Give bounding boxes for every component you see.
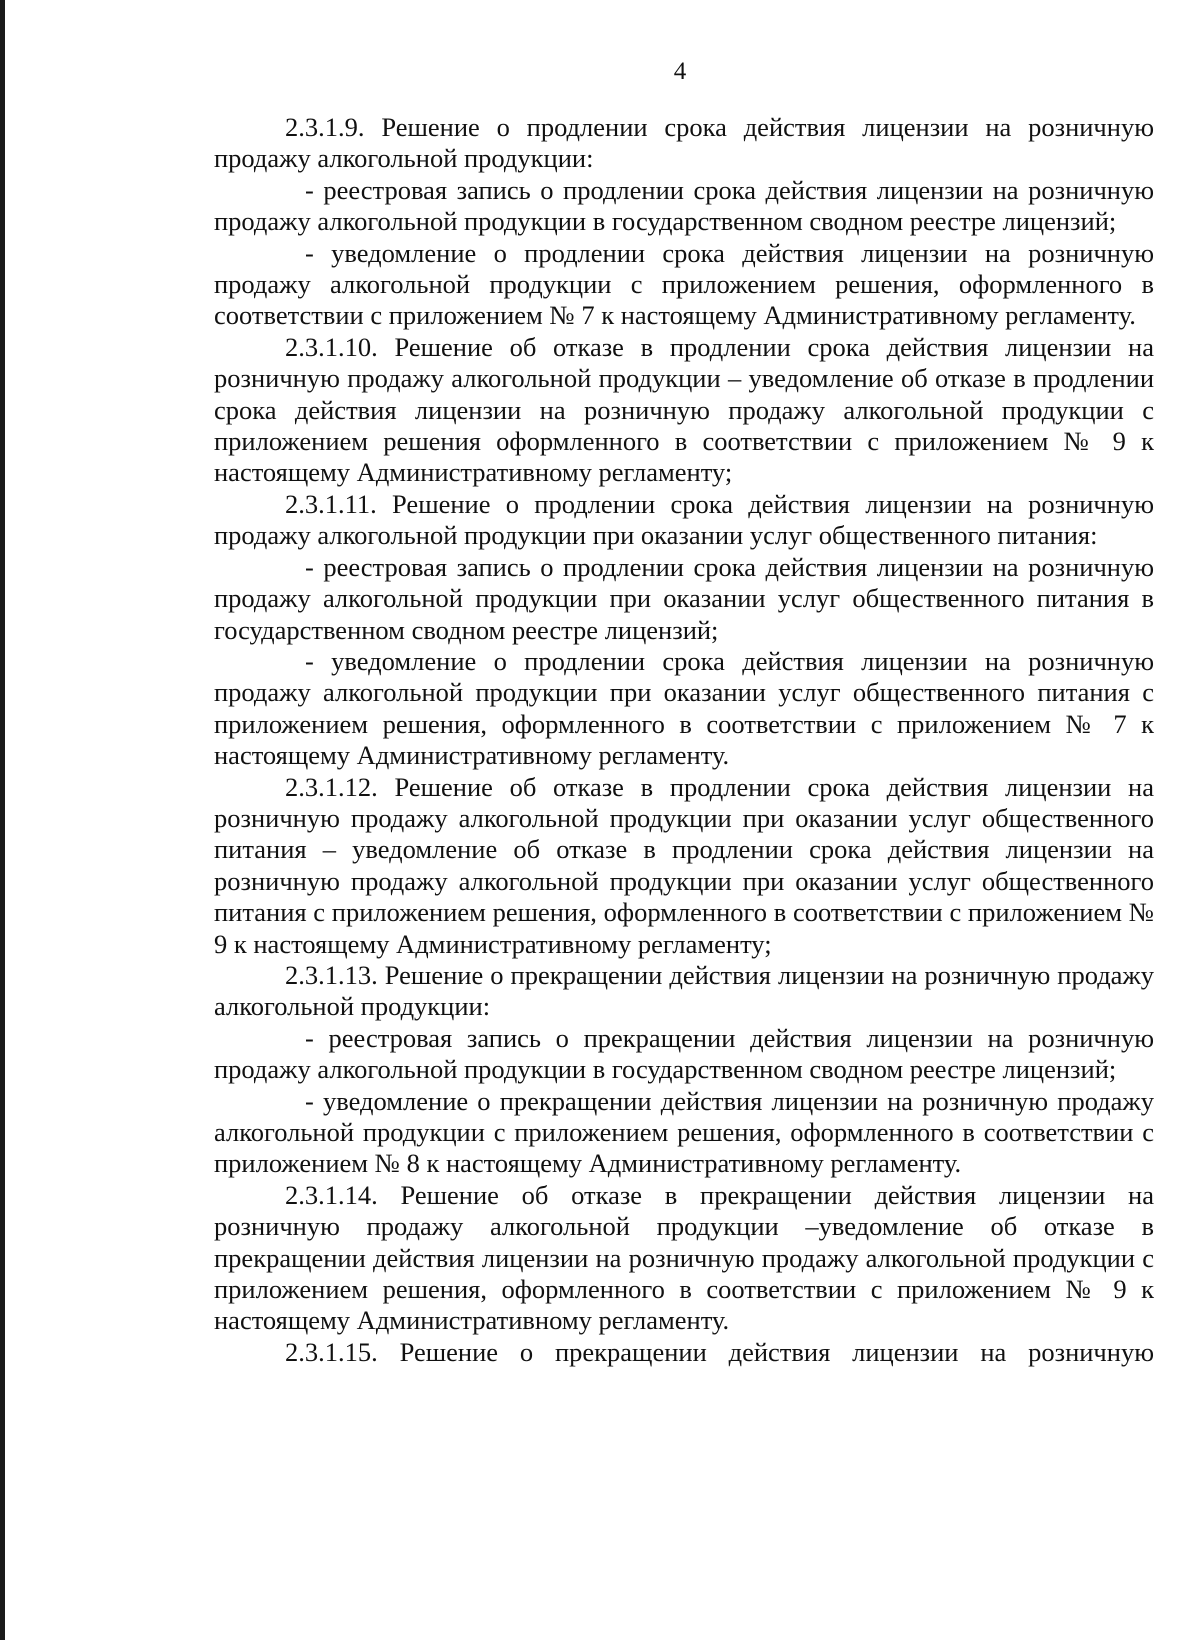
page-number: 4 [673,58,687,85]
list-item-notice-extension-catering: - уведомление о продлении срока действия лицензии на розничную продажу алкогольной продукции при оказании услуг общественного питания с приложением решения, оформленного в соответствии с приложением № 7 к настоящему Административному регламенту. [214,645,1154,771]
clause-2-3-1-10: 2.3.1.10. Решение об отказе в продлении срока действия лицензии на розничную продажу алкогольной продукции – уведомление об отказе в продлении срока действия лицензии на розничную продажу алкогольной продукции с приложением решения оформленного в соответствии с приложением № 9 к настоящему Административному регламенту; [214,331,1154,488]
clause-2-3-1-9: 2.3.1.9. Решение о продлении срока действия лицензии на розничную продажу алкогольной продукции: [214,112,1154,174]
list-item-notice-termination: - уведомление о прекращении действия лицензии на розничную продажу алкогольной продукции с приложением решения, оформленного в соответствии с приложением № 8 к настоящему Административному регламенту. [214,1085,1154,1179]
list-item-registry-entry-termination: - реестровая запись о прекращении действия лицензии на розничную продажу алкогольной продукции в государственном сводном реестре лицензий; [214,1022,1154,1085]
list-item-registry-entry-extension-catering: - реестровая запись о продлении срока действия лицензии на розничную продажу алкогольной продукции при оказании услуг общественного питания в государственном сводном реестре лицензий; [214,551,1154,645]
clause-2-3-1-15: 2.3.1.15. Решение о прекращении действия лицензии на розничную [285,1336,1154,1367]
document-body [214,112,1154,1368]
clause-2-3-1-12: 2.3.1.12. Решение об отказе в продлении срока действия лицензии на розничную продажу алкогольной продукции при оказании услуг общественного питания – уведомление об отказе в продлении срока действия лицензии на розничную продажу алкогольной продукции при оказании услуг общественного питания с приложением решения, оформленного в соответствии с приложением № 9 к настоящему Административному регламенту; [214,771,1154,959]
scan-edge-shadow [0,0,5,1640]
clause-2-3-1-14: 2.3.1.14. Решение об отказе в прекращении действия лицензии на розничную продажу алкогольной продукции –уведомление об отказе в прекращении действия лицензии на розничную продажу алкогольной продукции с приложением решения, оформленного в соответствии с приложением № 9 к настоящему Административному регламенту. [214,1179,1154,1336]
clause-2-3-1-13: 2.3.1.13. Решение о прекращении действия лицензии на розничную продажу алкогольной продукции: [214,959,1154,1022]
clause-2-3-1-11: 2.3.1.11. Решение о продлении срока действия лицензии на розничную продажу алкогольной продукции при оказании услуг общественного питания: [214,488,1154,551]
list-item-notice-extension: - уведомление о продлении срока действия лицензии на розничную продажу алкогольной продукции с приложением решения, оформленного в соответствии с приложением № 7 к настоящему Административному регламенту. [214,237,1154,331]
list-item-registry-entry-extension: - реестровая запись о продлении срока действия лицензии на розничную продажу алкогольной продукции в государственном сводном реестре лицензий; [214,174,1154,237]
